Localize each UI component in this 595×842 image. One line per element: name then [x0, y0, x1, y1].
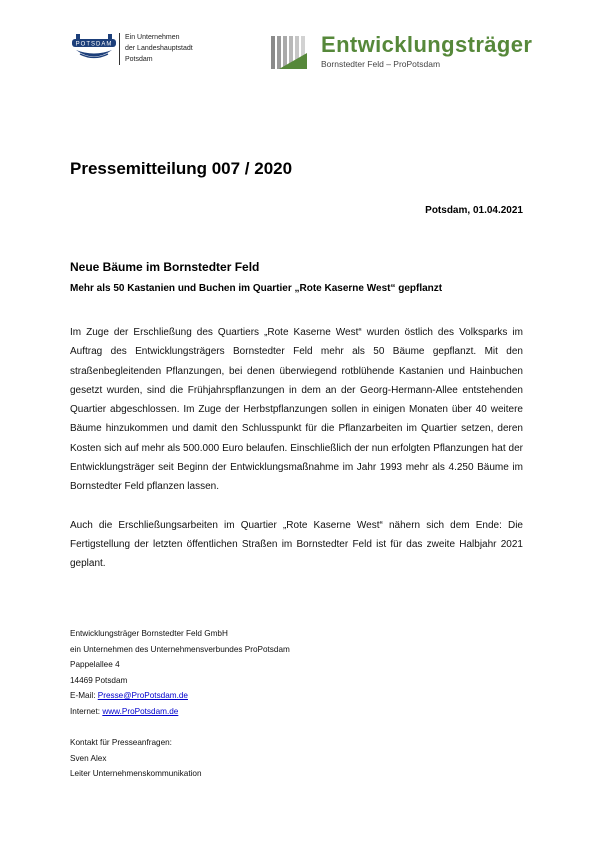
company-logo-mark	[271, 33, 308, 71]
company-logo-subtitle: Bornstedter Feld – ProPotsdam	[321, 59, 441, 69]
company-logo-title: Entwicklungsträger	[321, 32, 533, 57]
contact-web-link[interactable]: www.ProPotsdam.de	[102, 706, 179, 716]
press-contact-name: Sven Alex	[70, 753, 107, 763]
contact-affiliation: ein Unternehmen des Unternehmensverbundes ProPotsdam	[70, 644, 290, 654]
press-release-title: Pressemitteilung 007 / 2020	[70, 159, 293, 178]
contact-company: Entwicklungsträger Bornstedter Feld GmbH	[70, 629, 228, 638]
contact-email-link[interactable]: Presse@ProPotsdam.de	[97, 691, 188, 701]
press-contact-role: Leiter Unternehmenskommunikation	[70, 769, 202, 779]
contact-city: 14469 Potsdam	[70, 675, 128, 685]
contact-spacer	[70, 720, 290, 736]
contact-email-row	[70, 688, 290, 704]
headline: Neue Bäume im Bornstedter Feld	[70, 260, 260, 274]
potsdam-tagline-line-2: der Landeshauptstadt	[125, 45, 193, 52]
contact-web-label: Internet:	[70, 706, 103, 716]
body-paragraph-1: Im Zuge der Erschließung des Quartiers „Rote Kaserne West“ wurden östlich des Volksparks im Auftrag des Entwicklungsträgers Bornstedter Feld mehr als 50 Bäume gepflanzt. Mit den straßenbegleitenden Pflanzungen, bei denen überwiegend rotblühende Kastanien und Hainbuchen gesetzt wurden, sind die Frühjahrspflanzungen in dem an der Georg-Hermann-Allee entstehenden Quartier abgeschlossen. Im Zuge der Herbstpflanzungen sollen in einigen Monaten über 40 weitere Bäume hinzukommen und damit den Schlusspunkt für die Pflanzarbeiten im Quartier setzen, deren Kosten sich auf mehr als 500.000 Euro belaufen. Einschließlich der nun erfolgten Pflanzungen hat der Entwicklungsträger seit Beginn der Entwicklungsmaßnahme im Jahr 1993 mehr als 4.250 Bäume im Bornstedter Feld pflanzen lassen.	[70, 327, 523, 493]
body-text	[70, 323, 523, 574]
contact-email-label: E-Mail:	[70, 691, 98, 701]
potsdam-logo-divider	[119, 33, 120, 65]
potsdam-tagline-line-1: Ein Unternehmen	[125, 34, 180, 41]
body-paragraph-2: Auch die Erschließungsarbeiten im Quartier „Rote Kaserne West“ nähern sich dem Ende: Die Fertigstellung der letzten öffentlichen Straßen im Bornstedter Feld ist für das zweite Halbjahr 2021 geplant.	[70, 519, 523, 570]
subheadline: Mehr als 50 Kastanien und Buchen im Quartier „Rote Kaserne West“ gepflanzt	[70, 283, 443, 294]
potsdam-tagline	[125, 32, 193, 65]
press-contact-label: Kontakt für Presseanfragen:	[70, 738, 172, 748]
contact-block	[70, 626, 290, 782]
potsdam-logo-text: POTSDAM	[75, 41, 113, 48]
release-date: Potsdam, 01.04.2021	[425, 205, 523, 216]
contact-street: Pappelallee 4	[70, 660, 120, 670]
contact-web-row	[70, 704, 290, 720]
potsdam-tagline-line-3: Potsdam	[125, 56, 153, 63]
potsdam-logo	[70, 33, 126, 63]
